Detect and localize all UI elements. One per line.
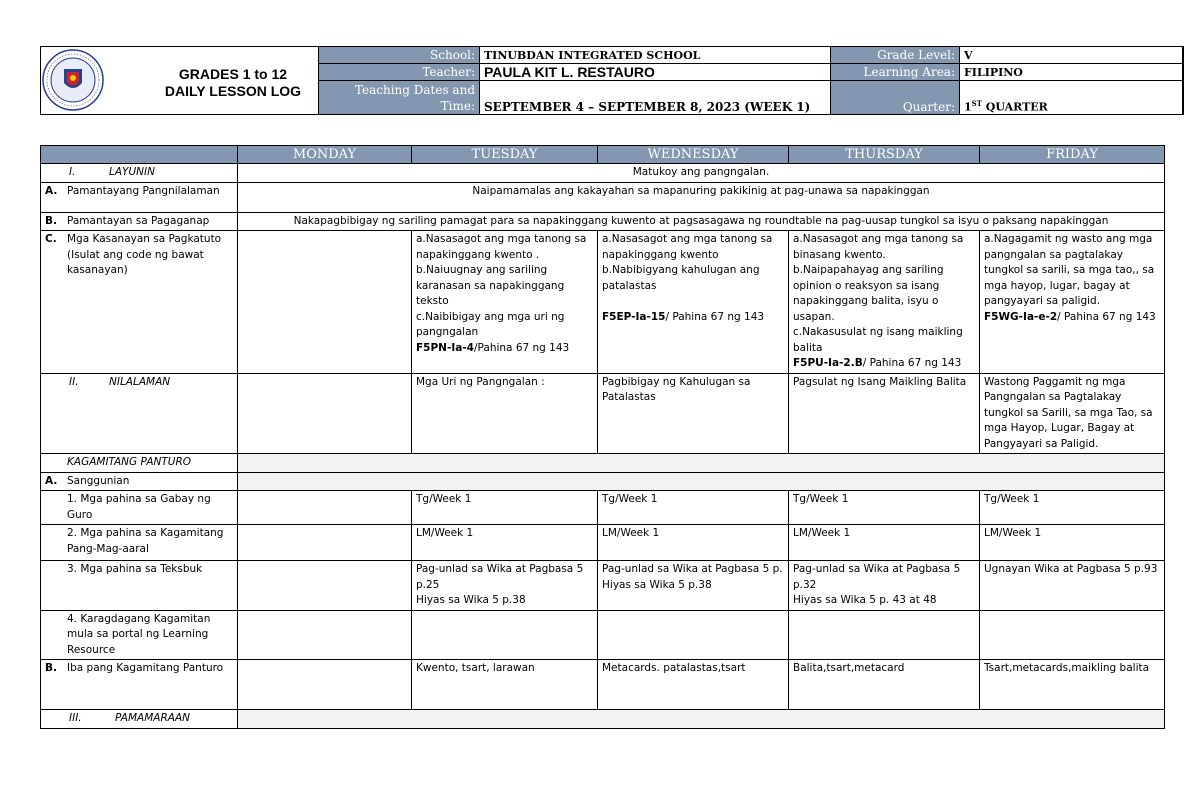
lm-wednesday: LM/Week 1: [598, 525, 789, 561]
nilalaman-thursday: Pagsulat ng Isang Maikling Balita: [789, 373, 980, 454]
gabay-monday: [238, 491, 412, 525]
lm-tuesday: LM/Week 1: [412, 525, 598, 561]
row-label-pamamaraan: III. PAMAMARAAN: [41, 710, 238, 729]
row-label-karagdagang: 4. Karagdagang Kagamitan mula sa portal ng Learning Resource: [41, 610, 238, 660]
day-wednesday: WEDNESDAY: [598, 146, 789, 164]
quarter-num: 1: [964, 101, 972, 114]
nilalaman-wednesday: Pagbibigay ng Kahulugan sa Patalastas: [598, 373, 789, 454]
nilalaman-tuesday: Mga Uri ng Pangngalan :: [412, 373, 598, 454]
sanggunian-blank: [238, 472, 1165, 491]
gabay-thursday: Tg/Week 1: [789, 491, 980, 525]
lm-monday: [238, 525, 412, 561]
quarter-label: Quarter:: [831, 81, 960, 115]
row-label-lm: 2. Mga pahina sa Kagamitang Pang-Mag-aaral: [41, 525, 238, 561]
row-label-kasanayan: C. Mga Kasanayan sa Pagkatuto (Isulat ang code ng bawat kasanayan): [41, 231, 238, 374]
row-label-nilalaman: II. NILALAMAN: [41, 373, 238, 454]
pamantayang-content: Naipamamalas ang kakayahan sa mapanuring pakikinig at pag-unawa sa napakinggan: [238, 182, 1165, 212]
deped-seal-icon: [42, 49, 104, 111]
teksbuk-friday: Ugnayan Wika at Pagbasa 5 p.93: [980, 561, 1165, 611]
row-label-kagamitan: KAGAMITANG PANTURO: [41, 454, 238, 473]
teksbuk-thursday: Pag-unlad sa Wika at Pagbasa 5 p.32 Hiyas sa Wika 5 p. 43 at 48: [789, 561, 980, 611]
area-value: FILIPINO: [960, 64, 1184, 81]
karagdagang-thursday: [789, 610, 980, 660]
title-line-2: DAILY LESSON LOG: [164, 83, 302, 99]
teksbuk-monday: [238, 561, 412, 611]
area-label: Learning Area:: [831, 64, 960, 81]
school-label: School:: [319, 47, 480, 64]
dates-value: SEPTEMBER 4 – SEPTEMBER 8, 2023 (WEEK 1): [480, 81, 831, 115]
pagaganap-content: Nakapagbibigay ng sariling pamagat para sa napakinggang kuwento at pagsasagawa ng roundtable na pag-uusap tungkol sa isyu o paksang napakinggan: [238, 212, 1165, 231]
row-label-gabay: 1. Mga pahina sa Gabay ng Guro: [41, 491, 238, 525]
kasanayan-tuesday: a.Nasasagot ang mga tanong sa napakinggang kwento . b.Naiuugnay ang sariling karanasan sa napakinggang teksto c.Naibibigay ang mga uri ng pangngalan F5PN-Ia-4/Pahina 67 ng 143: [412, 231, 598, 374]
iba-thursday: Balita,tsart,metacard: [789, 660, 980, 710]
layunin-content: Matukoy ang pangngalan.: [238, 164, 1165, 183]
iba-wednesday: Metacards. patalastas,tsart: [598, 660, 789, 710]
lm-thursday: LM/Week 1: [789, 525, 980, 561]
title-line-1: GRADES 1 to 12: [178, 66, 288, 82]
row-label-iba: B. Iba pang Kagamitang Panturo: [41, 660, 238, 710]
row-label-pamantayang: A. Pamantayang Pangnilalaman: [41, 182, 238, 212]
nilalaman-monday: [238, 373, 412, 454]
teksbuk-tuesday: Pag-unlad sa Wika at Pagbasa 5 p.25 Hiyas sa Wika 5 p.38: [412, 561, 598, 611]
kasanayan-monday: [238, 231, 412, 374]
iba-tuesday: Kwento, tsart, larawan: [412, 660, 598, 710]
karagdagang-friday: [980, 610, 1165, 660]
quarter-value: [960, 81, 1184, 115]
pamamaraan-blank: [238, 710, 1165, 729]
teacher-label: Teacher:: [319, 64, 480, 81]
row-label-layunin: I. LAYUNIN: [41, 164, 238, 183]
row-label-teksbuk: 3. Mga pahina sa Teksbuk: [41, 561, 238, 611]
karagdagang-monday: [238, 610, 412, 660]
corner-cell: [41, 146, 238, 164]
day-thursday: THURSDAY: [789, 146, 980, 164]
grade-label: Grade Level:: [831, 47, 960, 64]
teacher-value: PAULA KIT L. RESTAURO: [480, 64, 831, 81]
gabay-friday: Tg/Week 1: [980, 491, 1165, 525]
dates-label: Teaching Dates and Time:: [319, 81, 480, 115]
kasanayan-wednesday: a.Nasasagot ang mga tanong sa napakinggang kwento b.Nabibigyang kahulugan ang patalastas F5EP-Ia-15/ Pahina 67 ng 143: [598, 231, 789, 374]
iba-friday: Tsart,metacards,maikling balita: [980, 660, 1165, 710]
lm-friday: LM/Week 1: [980, 525, 1165, 561]
gabay-wednesday: Tg/Week 1: [598, 491, 789, 525]
day-tuesday: TUESDAY: [412, 146, 598, 164]
kagamitan-blank: [238, 454, 1165, 473]
teksbuk-wednesday: Pag-unlad sa Wika at Pagbasa 5 p. Hiyas sa Wika 5 p.38: [598, 561, 789, 611]
quarter-text: QUARTER: [981, 101, 1048, 114]
quarter-sup: ST: [971, 99, 982, 109]
lesson-log-table: [40, 145, 1165, 729]
day-friday: FRIDAY: [980, 146, 1165, 164]
kasanayan-thursday: a.Nasasagot ang mga tanong sa binasang kwento. b.Naipapahayag ang sariling opinion o reaksyon sa isang napakinggang balita, isyu o usapan. c.Nakasusulat ng isang maikling balita F5PU-Ia-2.B/ Pahina 67 ng 143: [789, 231, 980, 374]
gabay-tuesday: Tg/Week 1: [412, 491, 598, 525]
header-info-table: [318, 46, 1184, 115]
page-title: [118, 66, 348, 100]
day-monday: MONDAY: [238, 146, 412, 164]
row-label-pagaganap: B. Pamantayan sa Pagaganap: [41, 212, 238, 231]
iba-monday: [238, 660, 412, 710]
school-value: TINUBDAN INTEGRATED SCHOOL: [480, 47, 831, 64]
karagdagang-tuesday: [412, 610, 598, 660]
karagdagang-wednesday: [598, 610, 789, 660]
kasanayan-friday: a.Nagagamit ng wasto ang mga pangngalan sa pagtalakay tungkol sa sarili, sa mga tao,, sa mga hayop, lugar, bagay at pangyayari sa paligid. F5WG-Ia-e-2/ Pahina 67 ng 143: [980, 231, 1165, 374]
row-label-sanggunian: A. Sanggunian: [41, 472, 238, 491]
nilalaman-friday: Wastong Paggamit ng mga Pangngalan sa Pagtalakay tungkol sa Sarili, sa mga Tao, sa mga Hayop, Lugar, Bagay at Pangyayari sa Paligid.: [980, 373, 1165, 454]
grade-value: V: [960, 47, 1184, 64]
